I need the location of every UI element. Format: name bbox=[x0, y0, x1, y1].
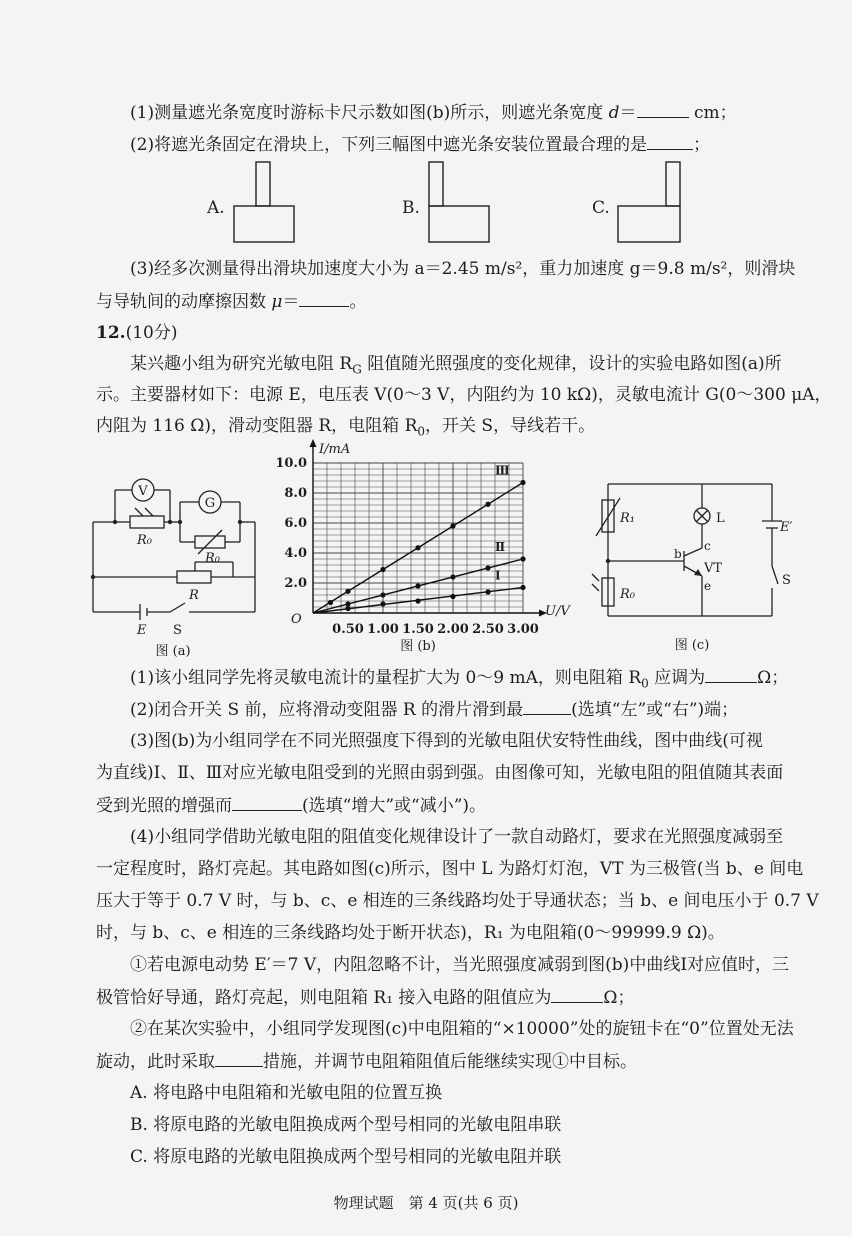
option-b: B. 将原电路的光敏电阻换成两个型号相同的光敏电阻串联 bbox=[130, 1115, 562, 1135]
series-label: Ⅲ bbox=[495, 463, 510, 478]
chart-caption: 图 (b) bbox=[400, 639, 436, 654]
q12-intro-line2: 示。主要器材如下：电源 E，电压表 V(0～3 V，内阻约为 10 kΩ)，灵敏电流计 G(0～300 μA， bbox=[96, 385, 832, 405]
data-point bbox=[380, 601, 385, 606]
series-label: Ⅱ bbox=[495, 540, 506, 554]
fig-c-label-e: E′ bbox=[780, 520, 793, 535]
fig-a-caption: 图 (a) bbox=[155, 644, 191, 659]
x-tick-label: 0.50 bbox=[332, 622, 364, 637]
q12-part4-line3: 压大于等于 0.7 V 时，与 b、c、e 相连的三条线路均处于导通状态；当 b、e 间电压小于 0.7 V bbox=[96, 891, 819, 911]
data-point bbox=[345, 606, 350, 611]
option-c: C. 将原电路的光敏电阻换成两个型号相同的光敏电阻并联 bbox=[130, 1147, 562, 1167]
answer-blank-width[interactable] bbox=[637, 101, 689, 118]
fig-c-label-c: c bbox=[704, 539, 711, 553]
q12-heading: 12.(10分) bbox=[96, 323, 178, 343]
circuit-figure-a bbox=[85, 462, 275, 662]
x-tick-label: 1.50 bbox=[402, 622, 434, 637]
fig-c-caption: 图 (c) bbox=[674, 638, 710, 653]
option-c-label: C. bbox=[592, 198, 610, 218]
page-footer: 物理试题 第 4 页(共 6 页) bbox=[333, 1194, 519, 1212]
data-point bbox=[520, 585, 525, 590]
data-point bbox=[415, 583, 420, 588]
q12-part3-line1: (3)图(b)为小组同学在不同光照强度下得到的光敏电阻伏安特性曲线，图中曲线(可视 bbox=[130, 731, 763, 751]
q12-part1: (1)该小组同学先将灵敏电流计的量程扩大为 0～9 mA，则电阻箱 $R_0$ 应调为 Ω； bbox=[130, 668, 789, 691]
fig-c-label-l: L bbox=[716, 511, 725, 526]
x-tick-label: 2.50 bbox=[472, 622, 504, 637]
data-point bbox=[485, 502, 490, 507]
fig-c-label-s: S bbox=[782, 573, 791, 588]
q12-intro-line1: 某兴趣小组为研究光敏电阻 $R_G$ 阻值随光照强度的变化规律，设计的实验电路如图(a)所 bbox=[130, 354, 782, 377]
q12-c1-line1: ①若电源电动势 E′＝7 V，内阻忽略不计，当光照强度减弱到图(b)中曲线Ⅰ对应值时，三 bbox=[130, 955, 790, 975]
data-point bbox=[328, 600, 333, 605]
q12-intro-line3: 内阻为 116 Ω)，滑动变阻器 R，电阻箱 $R_0$，开关 S，导线若干。 bbox=[96, 416, 596, 439]
x-tick-label: 1.00 bbox=[367, 622, 399, 637]
q11-part3-line2: 与导轨间的动摩擦因数 μ＝ 。 bbox=[96, 292, 367, 312]
answer-blank-measure[interactable] bbox=[215, 1050, 263, 1067]
fig-c-label-b: b bbox=[674, 547, 682, 561]
q11-part3-line1: (3)经多次测量得出滑块加速度大小为 a＝2.45 m/s²，重力加速度 g＝9.8 m/s²，则滑块 bbox=[130, 259, 796, 279]
data-point bbox=[450, 523, 455, 528]
data-point bbox=[415, 598, 420, 603]
q12-part4-line4: 时，与 b、c、e 相连的三条线路均处于断开状态)，R₁ 为电阻箱(0～99999.9 Ω)。 bbox=[96, 923, 725, 943]
y-axis-label: I/mA bbox=[319, 442, 351, 457]
fig-a-label-s: S bbox=[173, 623, 182, 638]
slider-options-figure bbox=[0, 158, 852, 248]
data-point bbox=[415, 545, 420, 550]
q11-part1: (1)测量遮光条宽度时游标卡尺示数如图(b)所示，则遮光条宽度 d＝ cm； bbox=[130, 103, 737, 123]
answer-blank-option[interactable] bbox=[647, 133, 693, 150]
option-c-block bbox=[618, 206, 680, 242]
option-a: A. 将电路中电阻箱和光敏电阻的位置互换 bbox=[130, 1083, 443, 1103]
fig-a-label-r0a: R₀ bbox=[137, 533, 152, 548]
y-tick-label: 6.0 bbox=[284, 516, 307, 531]
data-point bbox=[450, 574, 455, 579]
data-point bbox=[485, 589, 490, 594]
data-point bbox=[345, 589, 350, 594]
option-a-block bbox=[234, 206, 294, 242]
x-tick-label: 3.00 bbox=[507, 622, 539, 637]
q11-part2: (2)将遮光条固定在滑块上，下列三幅图中遮光条安装位置最合理的是 ； bbox=[130, 135, 711, 155]
iv-chart bbox=[265, 442, 585, 655]
origin-label: O bbox=[291, 612, 302, 627]
y-tick-label: 10.0 bbox=[275, 456, 307, 471]
answer-blank-r1[interactable] bbox=[551, 986, 603, 1003]
x-axis-label: U/V bbox=[545, 604, 570, 619]
fig-c-label-vt: VT bbox=[704, 561, 723, 576]
q12-c2-line2: 旋动，此时采取 措施，并调节电阻箱阻值后能继续实现①中目标。 bbox=[96, 1052, 637, 1072]
fig-c-label-r0: R₀ bbox=[620, 587, 635, 602]
data-point bbox=[520, 480, 525, 485]
option-b-strip bbox=[429, 162, 443, 206]
q12-c1-line2: 极管恰好导通，路灯亮起，则电阻箱 R₁ 接入电路的阻值应为 Ω； bbox=[96, 988, 635, 1008]
data-point bbox=[485, 565, 490, 570]
data-point bbox=[345, 601, 350, 606]
circuit-figure-c bbox=[592, 466, 793, 666]
fig-c-label-r1: R₁ bbox=[620, 511, 635, 526]
answer-blank-direction[interactable] bbox=[523, 698, 571, 715]
fig-c-label-e-terminal: e bbox=[704, 579, 712, 593]
q12-c2-line1: ②在某次实验中，小组同学发现图(c)中电阻箱的“×10000”处的旋钮卡在“0”位置处无法 bbox=[130, 1019, 794, 1039]
series-label: Ⅰ bbox=[495, 568, 501, 583]
q12-part4-line2: 一定程度时，路灯亮起。其电路如图(c)所示，图中 L 为路灯灯泡，VT 为三极管(当 b、e 间电 bbox=[96, 859, 804, 879]
option-b-block bbox=[429, 206, 489, 242]
data-point bbox=[520, 556, 525, 561]
data-point bbox=[380, 592, 385, 597]
x-tick-label: 2.00 bbox=[437, 622, 469, 637]
option-a-strip bbox=[256, 162, 270, 206]
y-tick-label: 2.0 bbox=[284, 576, 307, 591]
q12-part2: (2)闭合开关 S 前，应将滑动变阻器 R 的滑片滑到最 (选填“左”或“右”)端； bbox=[130, 700, 739, 720]
q12-part3-line2: 为直线)Ⅰ、Ⅱ、Ⅲ对应光敏电阻受到的光照由弱到强。由图像可知，光敏电阻的阻值随其表面 bbox=[96, 763, 784, 783]
q12-part3-line3: 受到光照的增强而 (选填“增大”或“减小”)。 bbox=[96, 796, 487, 816]
fig-a-label-e: E bbox=[137, 623, 147, 638]
chart-series bbox=[313, 464, 526, 614]
y-tick-label: 4.0 bbox=[284, 546, 307, 561]
y-tick-label: 8.0 bbox=[284, 486, 307, 501]
answer-blank-r0[interactable] bbox=[705, 666, 757, 683]
data-point bbox=[380, 567, 385, 572]
fig-a-label-r: R bbox=[189, 588, 199, 603]
answer-blank-trend[interactable] bbox=[232, 794, 302, 811]
fig-a-label-g: G bbox=[204, 496, 216, 511]
chart-grid bbox=[313, 463, 523, 613]
option-c-strip bbox=[666, 162, 680, 206]
fig-a-label-v: V bbox=[138, 484, 148, 499]
q12-part4-line1: (4)小组同学借助光敏电阻的阻值变化规律设计了一款自动路灯，要求在光照强度减弱至 bbox=[130, 827, 784, 847]
fig-a-label-r0b: R₀ bbox=[205, 551, 220, 566]
answer-blank-mu[interactable] bbox=[299, 290, 349, 307]
data-point bbox=[450, 594, 455, 599]
option-a-label: A. bbox=[207, 198, 225, 218]
option-b-label: B. bbox=[402, 198, 420, 218]
